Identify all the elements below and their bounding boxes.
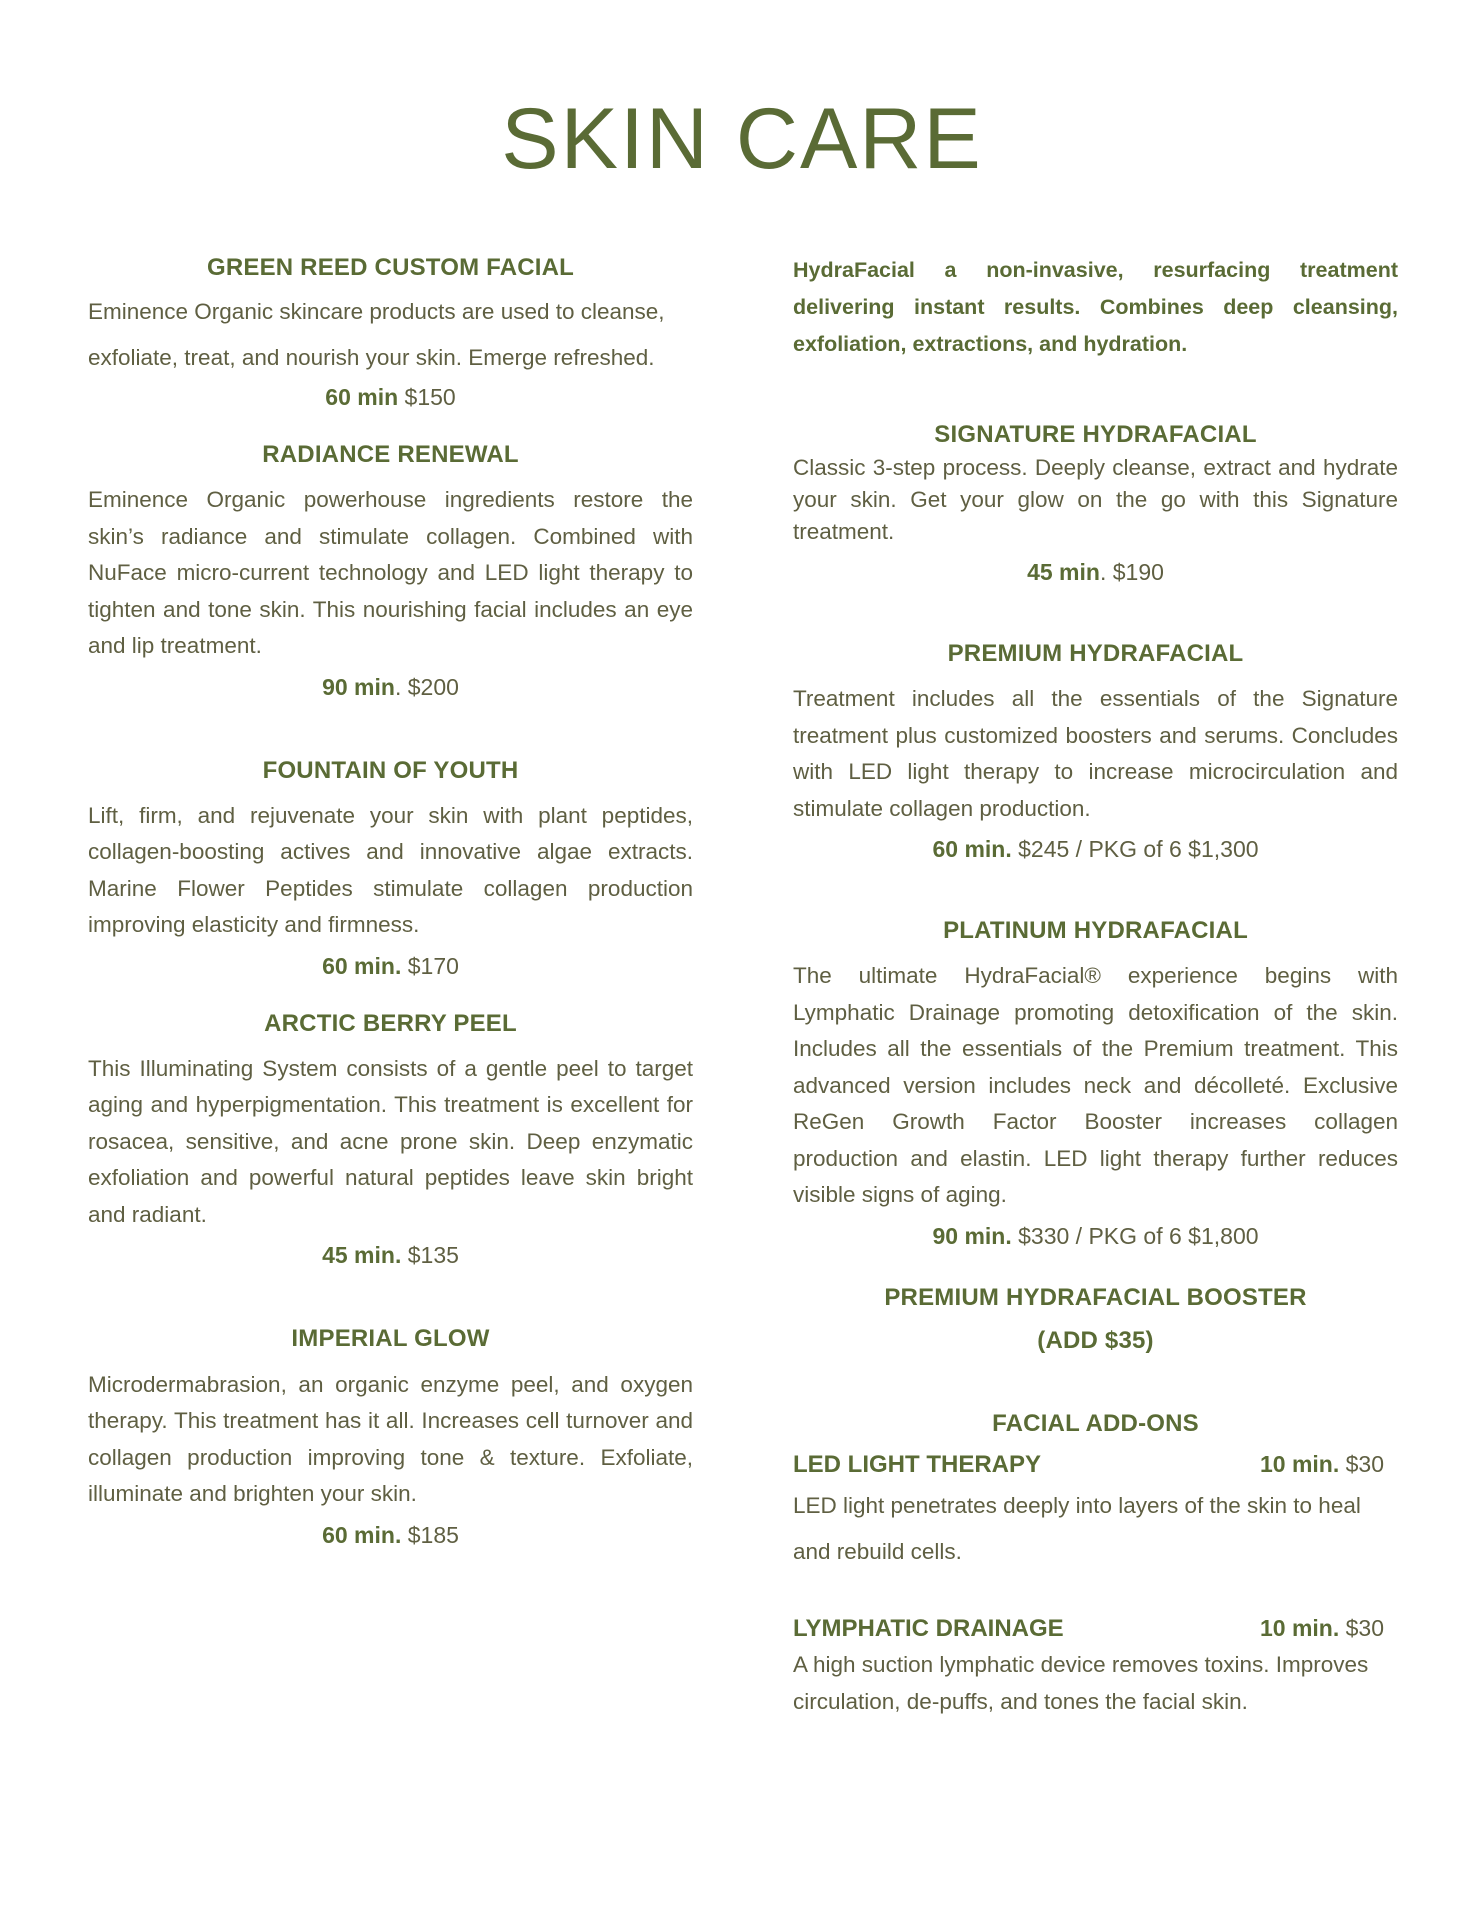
service-price	[793, 1222, 1398, 1252]
service-price	[793, 835, 1398, 865]
service-signature-hydrafacial	[793, 419, 1398, 588]
service-premium-hydrafacial	[793, 638, 1398, 865]
booster-block	[793, 1282, 1398, 1356]
service-title: PREMIUM HYDRAFACIAL	[947, 640, 1244, 668]
addon-cost: $30	[1339, 1451, 1384, 1478]
addon-description: LED light penetrates deeply into layers of the skin to heal and rebuild cells.	[793, 1493, 1361, 1565]
service-description: Eminence Organic powerhouse ingredients restore the skin’s radiance and stimulate collagen. Combined with NuFace micro-current technology and LED light therapy to tighten and tone skin. This nourishing facial includes an eye and lip treatment.	[88, 487, 693, 659]
service-title: FOUNTAIN OF YOUTH	[262, 756, 519, 784]
service-price	[88, 383, 693, 413]
addon-price	[1260, 1615, 1398, 1642]
addon-header	[793, 1615, 1398, 1643]
facial-addons	[793, 1408, 1398, 1720]
service-fountain-of-youth	[88, 755, 693, 982]
service-description: Classic 3-step process. Deeply cleanse, extract and hydrate your skin. Get your glow on the go with this Signature treatment.	[793, 455, 1398, 545]
addon-header	[793, 1451, 1398, 1479]
service-platinum-hydrafacial	[793, 915, 1398, 1252]
service-duration: 60 min.	[322, 1521, 402, 1548]
service-cost: $185	[401, 1521, 459, 1548]
service-cost: $245 / PKG of 6 $1,300	[1011, 836, 1259, 863]
service-price	[88, 1521, 693, 1551]
service-description: This Illuminating System consists of a gentle peel to target aging and hyperpigmentation. This treatment is excellent for rosacea, sensitive, and acne prone skin. Deep enzymatic exfoliation and powerful natural peptides leave skin bright and radiant.	[88, 1055, 693, 1227]
service-cost: . $190	[1099, 559, 1164, 586]
service-cost: $330 / PKG of 6 $1,800	[1011, 1222, 1259, 1249]
addons-heading: FACIAL ADD-ONS	[992, 1410, 1199, 1438]
service-price	[88, 1241, 693, 1271]
service-arctic-berry-peel	[88, 1008, 693, 1272]
service-cost: $135	[401, 1242, 459, 1269]
service-radiance-renewal	[88, 439, 693, 703]
service-title: SIGNATURE HYDRAFACIAL	[934, 421, 1257, 448]
service-duration: 60 min	[325, 384, 399, 411]
service-title: IMPERIAL GLOW	[291, 1325, 490, 1353]
service-duration: 90 min	[322, 673, 395, 700]
service-cost: . $200	[394, 673, 459, 700]
service-title: RADIANCE RENEWAL	[262, 441, 519, 469]
service-price	[88, 952, 693, 982]
addon-led-light-therapy	[793, 1451, 1398, 1575]
addon-description: A high suction lymphatic device removes toxins. Improves circulation, de-puffs, and tones the facial skin.	[793, 1652, 1369, 1714]
right-column	[793, 252, 1398, 1720]
addon-lymphatic-drainage	[793, 1615, 1398, 1720]
addon-duration: 10 min.	[1259, 1451, 1340, 1478]
service-description: Lift, firm, and rejuvenate your skin with plant peptides, collagen-boosting actives and innovative algae extracts. Marine Flower Peptides stimulate collagen production improving elasticity and firmness.	[88, 802, 693, 938]
addon-price	[1260, 1451, 1398, 1478]
service-duration: 45 min.	[322, 1242, 402, 1269]
service-price	[793, 558, 1398, 588]
service-title: GREEN REED CUSTOM FACIAL	[206, 254, 575, 281]
service-description: Microdermabrasion, an organic enzyme peel, and oxygen therapy. This treatment has it all. Increases cell turnover and collagen production improving tone & texture. Exfoliate, illuminate and brighten your skin.	[88, 1371, 693, 1506]
booster-add-price: (ADD $35)	[1037, 1326, 1154, 1354]
booster-title: PREMIUM HYDRAFACIAL BOOSTER	[884, 1283, 1307, 1311]
service-cost: $170	[401, 952, 459, 979]
service-description: Eminence Organic skincare products are used to cleanse, exfoliate, treat, and nourish your skin. Emerge refreshed.	[88, 299, 665, 371]
service-price	[88, 673, 693, 703]
service-title: PLATINUM HYDRAFACIAL	[943, 917, 1248, 945]
service-description: Treatment includes all the essentials of the Signature treatment plus customized boosters and serums. Concludes with LED light therapy to increase microcirculation and stimulate collagen production.	[793, 686, 1398, 821]
page-title: SKIN CARE	[501, 91, 983, 187]
left-column	[88, 252, 693, 1550]
service-duration: 45 min	[1027, 559, 1100, 586]
service-description: The ultimate HydraFacial® experience begins with Lymphatic Drainage promoting detoxification of the skin. Includes all the essentials of the Premium treatment. This advanced version includes neck and décolleté. Exclusive ReGen Growth Factor Booster increases collagen production and elastin. LED light therapy further reduces visible signs of aging.	[793, 963, 1398, 1208]
addon-name: LED LIGHT THERAPY	[793, 1451, 1042, 1479]
addon-name: LYMPHATIC DRAINAGE	[793, 1615, 1064, 1643]
service-green-reed	[88, 252, 693, 413]
service-title: ARCTIC BERRY PEEL	[264, 1009, 517, 1037]
service-duration: 60 min.	[322, 952, 402, 979]
addon-cost: $30	[1339, 1615, 1384, 1642]
service-imperial-glow	[88, 1323, 693, 1550]
service-duration: 90 min.	[932, 1222, 1012, 1249]
addon-duration: 10 min.	[1259, 1615, 1340, 1642]
hydrafacial-intro: HydraFacial a non-invasive, resurfacing treatment delivering instant results. Combines deep cleansing, exfoliation, extractions, and hydration.	[793, 258, 1398, 356]
service-duration: 60 min.	[932, 836, 1012, 863]
service-cost: $150	[398, 384, 456, 411]
